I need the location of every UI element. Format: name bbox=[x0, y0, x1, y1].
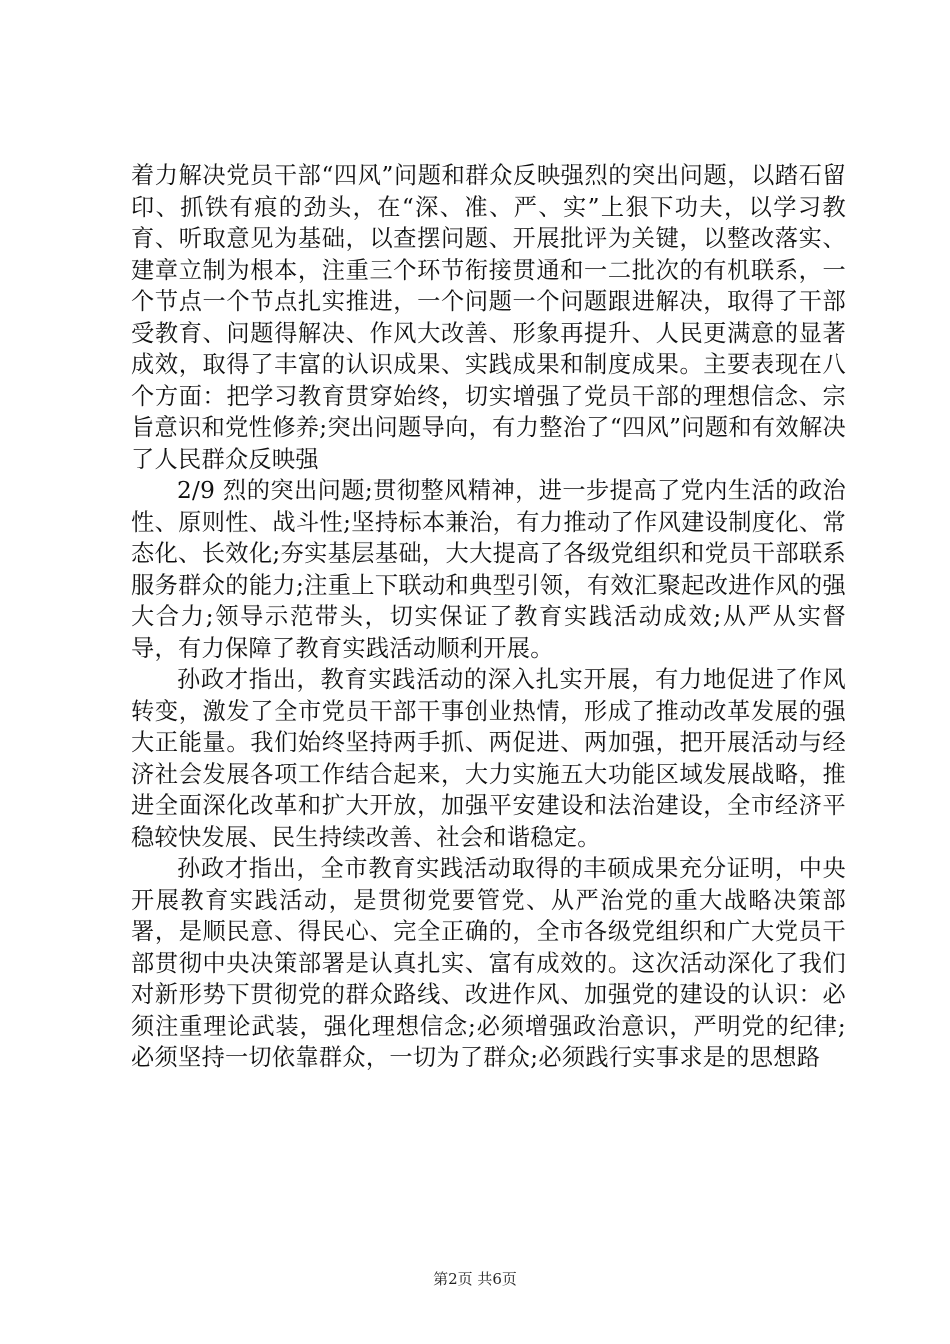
paragraph: 2/9 烈的突出问题;贯彻整风精神，进一步提高了党内生活的政治性、原则性、战斗性;坚持标本兼治，有力推动了作风建设制度化、常态化、长效化;夯实基层基础，大大提高了各级党组织和党员干部联系服务群众的能力;注重上下联动和典型引领，有效汇聚起改进作风的强大合力;领导示范带头，切实保证了教育实践活动成效;从严从实督导，有力保障了教育实践活动顺利开展。 bbox=[131, 477, 846, 662]
paragraph: 孙政才指出，教育实践活动的深入扎实开展，有力地促进了作风转变，激发了全市党员干部干事创业热情，形成了推动改革发展的强大正能量。我们始终坚持两手抓、两促进、两加强，把开展活动与经济社会发展各项工作结合起来，大力实施五大功能区域发展战略，推进全面深化改革和扩大开放，加强平安建设和法治建设，全市经济平稳较快发展、民生持续改善、社会和谐稳定。 bbox=[131, 666, 846, 851]
document-body bbox=[131, 160, 846, 1074]
page-footer bbox=[0, 1268, 950, 1289]
page-number-label: 第2页 共6页 bbox=[433, 1270, 517, 1288]
paragraph: 着力解决党员干部“四风”问题和群众反映强烈的突出问题，以踏石留印、抓铁有痕的劲头，在“深、准、严、实”上狠下功夫，以学习教育、听取意见为基础，以查摆问题、开展批评为关键，以整改落实、建章立制为根本，注重三个环节衔接贯通和一二批次的有机联系，一个节点一个节点扎实推进，一个问题一个问题跟进解决，取得了干部受教育、问题得解决、作风大改善、形象再提升、人民更满意的显著成效，取得了丰富的认识成果、实践成果和制度成果。主要表现在八个方面：把学习教育贯穿始终，切实增强了党员干部的理想信念、宗旨意识和党性修养;突出问题导向，有力整治了“四风”问题和有效解决了人民群众反映强 bbox=[131, 162, 846, 473]
paragraph: 孙政才指出，全市教育实践活动取得的丰硕成果充分证明，中央开展教育实践活动，是贯彻党要管党、从严治党的重大战略决策部署，是顺民意、得民心、完全正确的，全市各级党组织和广大党员干部贯彻中央决策部署是认真扎实、富有成效的。这次活动深化了我们对新形势下贯彻党的群众路线、改进作风、加强党的建设的认识：必须注重理论武装，强化理想信念;必须增强政治意识，严明党的纪律;必须坚持一切依靠群众，一切为了群众;必须践行实事求是的思想路 bbox=[131, 855, 846, 1071]
